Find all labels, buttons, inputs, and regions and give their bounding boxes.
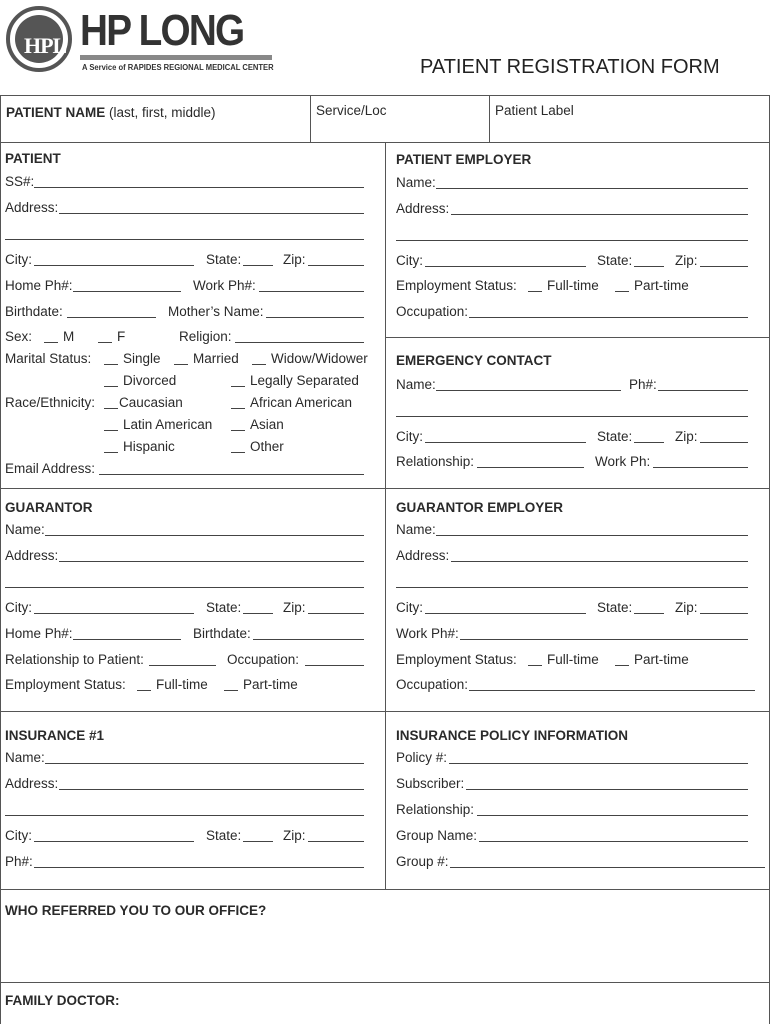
group-name-label: Group Name: [396,828,478,843]
married-label: Married [193,351,239,366]
policy-relationship-field[interactable] [477,815,748,816]
african-american-label: African American [250,395,353,410]
ec-city-field[interactable] [425,442,586,443]
patient-zip-label: Zip: [283,252,306,267]
single-checkbox[interactable] [104,364,118,365]
patient-state-field[interactable] [243,265,273,266]
divider-label [489,95,490,142]
patient-name-label: PATIENT NAME [6,105,106,120]
pe-city-field[interactable] [425,266,586,267]
g-home-ph-field[interactable] [73,639,181,640]
divorced-label: Divorced [123,373,177,388]
brand-name: HP LONG [80,6,244,55]
patient-heading: PATIENT [5,151,61,166]
ec-name-field[interactable] [436,390,621,391]
birthdate-label: Birthdate: [5,304,63,319]
patient-city-label: City: [5,252,32,267]
g-state-field[interactable] [243,613,273,614]
g-occupation-field[interactable] [305,665,364,666]
logo-mark: HPL [24,33,67,58]
ec-address-field[interactable] [396,416,748,417]
ge-state-label: State: [597,600,633,615]
pe-part-time-label: Part-time [634,278,689,293]
family-doctor-heading: FAMILY DOCTOR: [5,993,120,1008]
ec-name-label: Name: [396,377,436,392]
caucasian-label: Caucasian [119,395,183,410]
sex-m-label: M [63,329,75,344]
hispanic-label: Hispanic [123,439,175,454]
patient-address-field[interactable] [59,213,364,214]
marital-status-label: Marital Status: [5,351,92,366]
pe-zip-label: Zip: [675,253,698,268]
widow-label: Widow/Widower [271,351,368,366]
policy-heading: INSURANCE POLICY INFORMATION [396,728,629,743]
policy-no-field[interactable] [449,763,748,764]
ec-city-label: City: [396,429,423,444]
race-label: Race/Ethnicity: [5,395,96,410]
family-doctor-field[interactable] [130,990,765,1018]
ins-name-field[interactable] [45,763,364,764]
ins-city-label: City: [5,828,32,843]
asian-checkbox[interactable] [231,430,245,431]
group-no-field[interactable] [450,867,765,868]
g-full-time-checkbox[interactable] [137,690,151,691]
emergency-top-line [385,337,770,338]
ge-work-ph-label: Work Ph#: [396,626,459,641]
row-line-4 [0,889,770,890]
ge-state-field[interactable] [634,613,664,614]
g-full-time-label: Full-time [156,677,208,692]
divider-loc [310,95,311,142]
pe-employment-status-label: Employment Status: [396,278,517,293]
policy-relationship-label: Relationship: [396,802,475,817]
ss-label: SS#: [5,174,35,189]
patient-city-field[interactable] [34,265,194,266]
g-address-field[interactable] [59,561,364,562]
pe-occupation-label: Occupation: [396,304,469,319]
ge-zip-field[interactable] [700,613,748,614]
ec-zip-label: Zip: [675,429,698,444]
ins-zip-field[interactable] [308,841,364,842]
ins-name-label: Name: [5,750,45,765]
pe-zip-field[interactable] [700,266,748,267]
african-american-checkbox[interactable] [231,408,245,409]
ins-ph-field[interactable] [34,867,364,868]
subscriber-label: Subscriber: [396,776,465,791]
g-name-field[interactable] [45,535,364,536]
pe-name-label: Name: [396,175,436,190]
g-city-label: City: [5,600,32,615]
pe-address-label: Address: [396,201,450,216]
ge-occupation-label: Occupation: [396,677,469,692]
ec-state-field[interactable] [634,442,664,443]
ins-address-line2-field[interactable] [5,815,364,816]
widow-checkbox[interactable] [252,364,266,365]
form-title: PATIENT REGISTRATION FORM [420,56,720,78]
pe-occupation-field[interactable] [469,317,748,318]
g-address-line2-field[interactable] [5,587,364,588]
referred-field[interactable] [5,925,765,977]
email-field[interactable] [99,474,364,475]
group-no-label: Group #: [396,854,449,869]
g-relationship-field[interactable] [149,665,216,666]
patient-state-label: State: [206,252,242,267]
other-label: Other [250,439,284,454]
mothers-name-field[interactable] [266,317,364,318]
religion-label: Religion: [179,329,232,344]
birthdate-field[interactable] [67,317,156,318]
g-state-label: State: [206,600,242,615]
logo-emblem-inner [15,15,67,63]
g-name-label: Name: [5,522,45,537]
ge-name-label: Name: [396,522,436,537]
service-loc-label: Service/Loc [316,103,387,118]
brand-bar [80,55,272,60]
legally-separated-label: Legally Separated [250,373,359,388]
home-ph-field[interactable] [73,291,181,292]
ins-ph-label: Ph#: [5,854,33,869]
ec-work-ph-label: Work Ph: [595,454,651,469]
ge-name-field[interactable] [436,535,748,536]
emergency-heading: EMERGENCY CONTACT [396,353,552,368]
ec-relationship-label: Relationship: [396,454,475,469]
pe-state-label: State: [597,253,633,268]
ge-work-ph-field[interactable] [460,639,748,640]
married-checkbox[interactable] [174,364,188,365]
logo-emblem [6,6,72,72]
patient-label-label: Patient Label [495,103,574,118]
ge-employment-status-label: Employment Status: [396,652,517,667]
g-birthdate-field[interactable] [253,639,364,640]
caucasian-checkbox[interactable] [104,408,118,409]
g-part-time-label: Part-time [243,677,298,692]
work-ph-label: Work Ph#: [193,278,256,293]
sex-m-checkbox[interactable] [44,342,58,343]
latin-american-checkbox[interactable] [104,430,118,431]
ge-zip-label: Zip: [675,600,698,615]
patient-address-line2-field[interactable] [5,239,364,240]
ge-full-time-label: Full-time [547,652,599,667]
g-zip-label: Zip: [283,600,306,615]
g-city-field[interactable] [34,613,194,614]
policy-no-label: Policy #: [396,750,448,765]
group-name-field[interactable] [479,841,748,842]
ss-field[interactable] [34,187,364,188]
ins-address-label: Address: [5,776,59,791]
top-border [0,95,770,96]
center-divider [385,142,386,890]
ec-state-label: State: [597,429,633,444]
patient-zip-field[interactable] [308,265,364,266]
sex-f-checkbox[interactable] [98,342,112,343]
pe-address-line2-field[interactable] [396,240,748,241]
ec-ph-label: Ph#: [629,377,657,392]
ins-city-field[interactable] [34,841,194,842]
row-line-5 [0,982,770,983]
pe-city-label: City: [396,253,423,268]
mothers-name-label: Mother’s Name: [168,304,264,319]
g-home-ph-label: Home Ph#: [5,626,73,641]
g-relationship-label: Relationship to Patient: [5,652,144,667]
g-part-time-checkbox[interactable] [224,690,238,691]
ins-state-field[interactable] [243,841,273,842]
ec-work-ph-field[interactable] [653,467,748,468]
patient-address-label: Address: [5,200,59,215]
left-border [0,95,1,1024]
subscriber-field[interactable] [466,789,748,790]
referred-heading: WHO REFERRED YOU TO OUR OFFICE? [5,903,267,918]
pe-name-field[interactable] [436,188,748,189]
ins-address-field[interactable] [59,789,364,790]
g-zip-field[interactable] [308,613,364,614]
patient-name-hint: (last, first, middle) [105,105,216,120]
ge-city-label: City: [396,600,423,615]
sex-f-label: F [117,329,126,344]
ec-relationship-field[interactable] [477,467,584,468]
guarantor-employer-heading: GUARANTOR EMPLOYER [396,500,564,515]
ge-city-field[interactable] [425,613,586,614]
email-label: Email Address: [5,461,96,476]
patient-employer-heading: PATIENT EMPLOYER [396,152,532,167]
sex-label: Sex: [5,329,33,344]
other-checkbox[interactable] [231,452,245,453]
ge-part-time-label: Part-time [634,652,689,667]
home-ph-label: Home Ph#: [5,278,73,293]
ge-part-time-checkbox[interactable] [615,665,629,666]
religion-field[interactable] [235,342,364,343]
ge-address-label: Address: [396,548,450,563]
service-line: A Service of RAPIDES REGIONAL MEDICAL CENTER [82,63,274,72]
ge-full-time-checkbox[interactable] [528,665,542,666]
row-line-3 [0,711,770,712]
g-employment-status-label: Employment Status: [5,677,126,692]
pe-state-field[interactable] [634,266,664,267]
ge-address-line2-field[interactable] [396,587,748,588]
insurance-heading: INSURANCE #1 [5,728,105,743]
work-ph-field[interactable] [259,291,364,292]
ins-zip-label: Zip: [283,828,306,843]
hispanic-checkbox[interactable] [104,452,118,453]
row-line-2 [0,488,770,489]
g-birthdate-label: Birthdate: [193,626,251,641]
single-label: Single [123,351,161,366]
pe-full-time-checkbox[interactable] [528,291,542,292]
asian-label: Asian [250,417,284,432]
guarantor-heading: GUARANTOR [5,500,93,515]
pe-full-time-label: Full-time [547,278,599,293]
g-occupation-label: Occupation: [227,652,300,667]
g-address-label: Address: [5,548,59,563]
pe-part-time-checkbox[interactable] [615,291,629,292]
ge-occupation-field[interactable] [469,690,755,691]
ins-state-label: State: [206,828,242,843]
patient-name-field[interactable] [6,105,216,121]
ge-address-field[interactable] [451,561,748,562]
ec-zip-field[interactable] [700,442,748,443]
pe-address-field[interactable] [451,214,748,215]
latin-american-label: Latin American [123,417,213,432]
divorced-checkbox[interactable] [104,386,118,387]
ec-ph-field[interactable] [658,390,748,391]
legally-separated-checkbox[interactable] [231,386,245,387]
